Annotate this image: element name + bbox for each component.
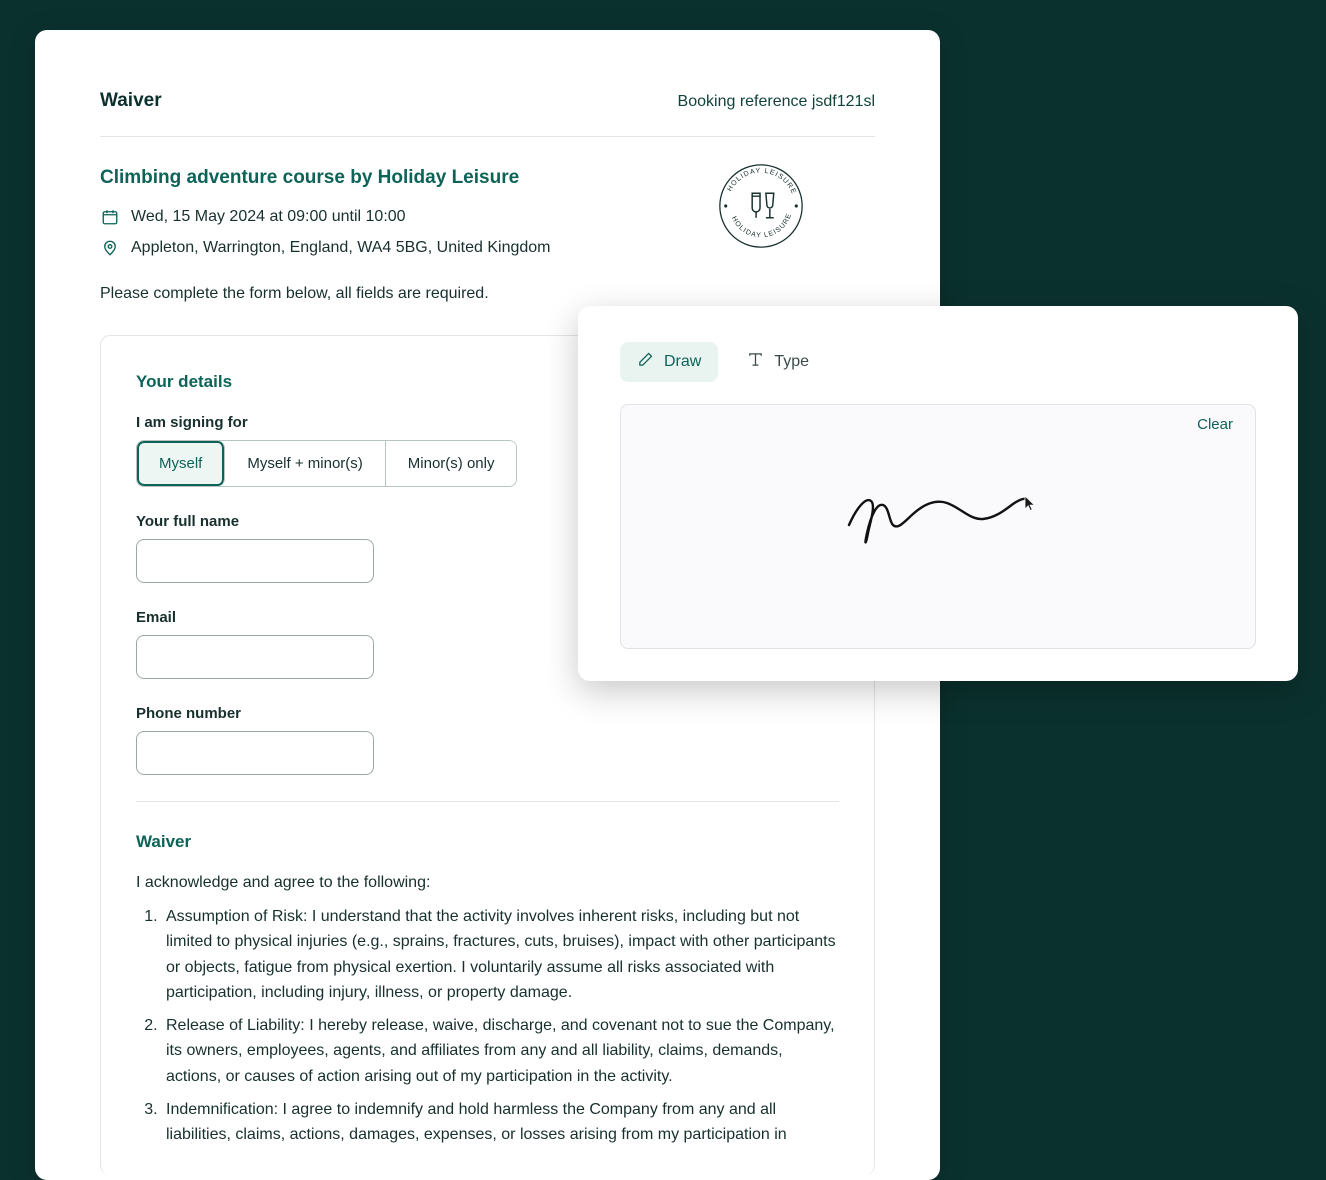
svg-text:HOLIDAY LEISURE: HOLIDAY LEISURE (726, 167, 798, 196)
location-pin-icon (100, 238, 119, 257)
waiver-header (100, 90, 875, 137)
full-name-input[interactable] (136, 539, 374, 583)
tab-type[interactable] (730, 342, 826, 382)
page-title: Waiver (100, 90, 162, 111)
pen-icon (637, 351, 654, 373)
full-name-label: Your full name (136, 513, 240, 530)
signing-for-label: I am signing for (136, 414, 248, 431)
booking-reference: Booking reference jsdf121sl (677, 93, 875, 110)
your-details-heading: Your details (136, 372, 233, 391)
signing-for-option-myself[interactable]: Myself (137, 441, 225, 486)
tab-type-label: Type (774, 353, 810, 370)
tab-draw[interactable] (620, 342, 718, 382)
waiver-section-heading: Waiver (136, 832, 192, 851)
signature-popover (578, 306, 1298, 681)
activity-summary (100, 137, 875, 303)
calendar-icon (100, 207, 119, 226)
signing-for-option-minors-only[interactable]: Minor(s) only (386, 441, 517, 486)
activity-datetime-text: Wed, 15 May 2024 at 09:00 until 10:00 (131, 207, 406, 225)
signature-mode-tabs (578, 306, 1298, 382)
tab-draw-label: Draw (664, 353, 702, 370)
svg-text:HOLIDAY LEISURE: HOLIDAY LEISURE (729, 212, 794, 240)
list-item: 3. Indemnification: I agree to indemnify and hold harmless the Company from any and all liabilities, claims, actions, damages, expenses, or losses arising from my participation in (162, 1097, 839, 1148)
signature-ink (621, 405, 1257, 648)
brand-stamp-logo (712, 157, 810, 255)
email-label: Email (136, 609, 177, 626)
activity-location-text: Appleton, Warrington, England, WA4 5BG, United Kingdom (131, 238, 551, 256)
email-input[interactable] (136, 635, 374, 679)
clear-signature-button[interactable]: Clear (1191, 415, 1239, 434)
phone-number-input[interactable] (136, 731, 374, 775)
waiver-terms-list (136, 904, 839, 1147)
activity-title: Climbing adventure course by Holiday Leisure (100, 167, 520, 188)
waiver-acknowledgement-text: I acknowledge and agree to the following: (136, 874, 431, 891)
mouse-cursor-icon (1024, 495, 1036, 512)
signature-drawing-pad[interactable] (620, 404, 1256, 649)
form-instructions: Please complete the form below, all fields are required. (100, 285, 489, 302)
phone-number-label: Phone number (136, 705, 242, 722)
text-icon (747, 351, 764, 373)
form-divider (136, 801, 839, 802)
signing-for-option-myself-plus-minors[interactable]: Myself + minor(s) (225, 441, 385, 486)
list-item: 2. Release of Liability: I hereby release, waive, discharge, and covenant not to sue the Company, its owners, employees, agents, and affiliates from any and all liability, claims, demands, actions, or causes of action arising out of my participation in the activity. (162, 1013, 839, 1089)
signing-for-segmented-control[interactable] (136, 440, 517, 487)
list-item: 1. Assumption of Risk: I understand that the activity involves inherent risks, including but not limited to physical injuries (e.g., sprains, fractures, cuts, bruises), impact with other participants or objects, fatigue from physical exertion. I voluntarily assume all risks associated with participation, including injury, illness, or property damage. (162, 904, 839, 1005)
